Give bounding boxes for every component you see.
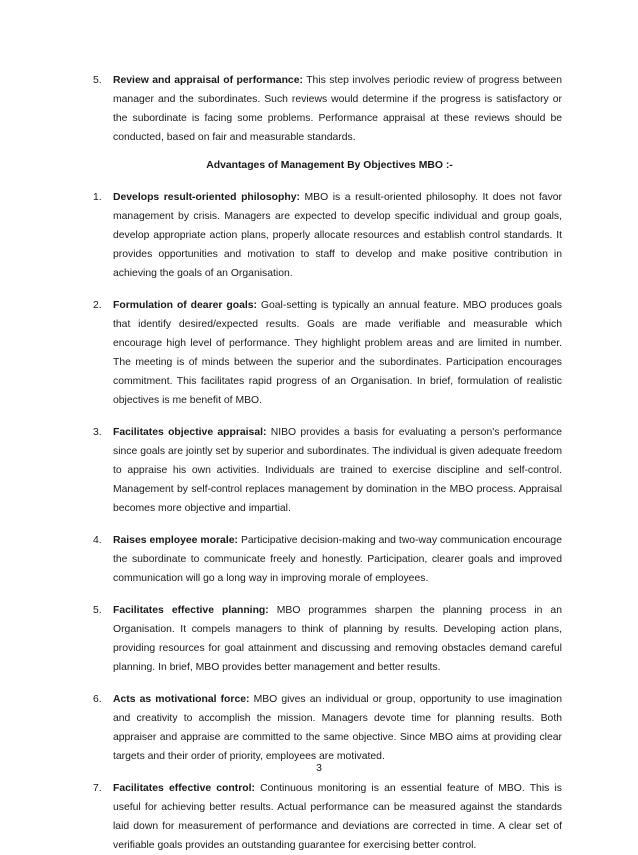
list-item-number: 1. [93, 192, 102, 203]
list-item-advantage-6 [93, 690, 562, 766]
list-item-text: NIBO provides a basis for evaluating a person's performance since goals are jointly set by superior and subordinates. The individual is given adequate freedom to appraise his own activities. Individuals are trained to exercise discipline and self-control. Management by self-control replaces management by domination in the MBO process. Appraisal becomes more objective and impartial. [113, 427, 562, 514]
list-item-lead: Facilitates objective appraisal: [113, 427, 267, 438]
list-item-advantage-1 [93, 188, 562, 283]
list-item-lead: Formulation of dearer goals: [113, 300, 257, 311]
list-item-text: MBO gives an individual or group, opportunity to use imagination and creativity to accomplish the mission. Managers devote time for planning results. Both appraiser and appraise are committed to the same objective. Since MBO aims at providing clear targets and their order of priority, employees are motivated. [113, 694, 562, 762]
list-item-advantage-4 [93, 531, 562, 588]
list-item-lead: Raises employee morale: [113, 535, 238, 546]
list-item-review-appraisal [93, 71, 562, 147]
list-item-number: 4. [93, 535, 102, 546]
section-heading: Advantages of Management By Objectives MBO :- [206, 160, 453, 171]
list-item-lead: Review and appraisal of performance: [113, 75, 303, 86]
list-item-number: 5. [93, 75, 102, 86]
list-item-lead: Acts as motivational force: [113, 694, 250, 705]
list-item-text: Goal-setting is typically an annual feature. MBO produces goals that identify desired/expected results. Goals are made verifiable and measurable which encourage high level of performance. They highlight problem areas and are limited in number. The meeting is of minds between the superior and the subordinates. Participation encourages commitment. This facilitates rapid progress of an Organisation. In brief, formulation of realistic objectives is me benefit of MBO. [113, 300, 563, 406]
list-item-lead: Facilitates effective planning: [113, 605, 269, 616]
list-item-number: 2. [93, 300, 102, 311]
list-item-text: MBO programmes sharpen the planning process in an Organisation. It compels managers to think of planning by results. Developing action plans, providing resources for goal attainment and discussing and removing obstacles demand careful planning. In brief, MBO provides better management and better results. [113, 605, 562, 673]
list-item-advantage-2 [93, 296, 562, 410]
list-item-number: 3. [93, 427, 102, 438]
list-item-number: 6. [93, 694, 102, 705]
list-item-text: Continuous monitoring is an essential feature of MBO. This is useful for achieving better results. Actual performance can be measured against the standards laid down for measurement of performance and deviations are corrected in time. A clear set of verifiable goals provides an outstanding guarantee for exercising better control. [113, 783, 562, 851]
list-item-lead: Facilitates effective control: [113, 783, 255, 794]
list-item-text: This step involves periodic review of progress between manager and the subordinates. Such reviews would determine if the progress is satisfactory or the subordinate is facing some problems. Performance appraisal at these reviews should be conducted, based on fair and measurable standards. [113, 75, 562, 143]
page-number: 3 [316, 763, 322, 774]
list-item-text: MBO is a result-oriented philosophy. It does not favor management by crisis. Managers are expected to develop specific individual and group goals, develop appropriate action plans, properly allocate resources and establish control standards. It provides opportunities and motivation to staff to develop and make positive contribution in achieving the goals of an Organisation. [113, 192, 563, 279]
list-item-advantage-5 [93, 601, 562, 677]
list-item-text: Participative decision-making and two-way communication encourage the subordinate to communicate freely and honestly. Participation, clearer goals and improved communication will go a long way in improving morale of employees. [113, 535, 562, 584]
list-item-advantage-3 [93, 423, 562, 518]
list-item-advantage-7 [93, 779, 562, 855]
page-body [93, 71, 562, 855]
list-item-number: 5. [93, 605, 102, 616]
list-item-lead: Develops result-oriented philosophy: [113, 192, 300, 203]
list-item-number: 7. [93, 783, 102, 794]
